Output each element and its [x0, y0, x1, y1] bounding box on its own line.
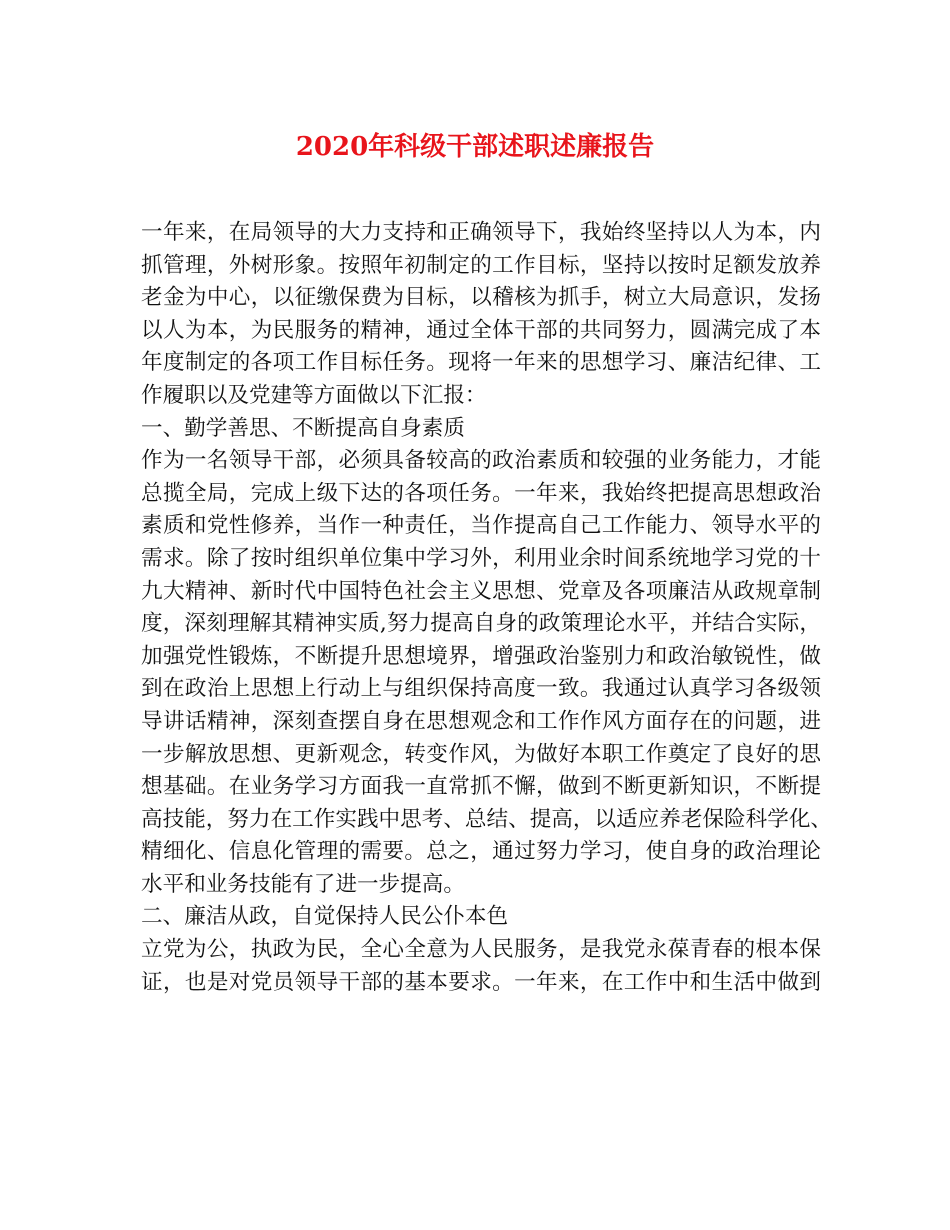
body-line: 以人为本，为民服务的精神，通过全体干部的共同努力，圆满完成了本	[141, 317, 821, 343]
body-line: 想基础。在业务学习方面我一直常抓不懈，做到不断更新知识，不断提	[141, 774, 821, 800]
body-line: 高技能，努力在工作实践中思考、总结、提高，以适应养老保险科学化、	[141, 806, 833, 832]
body-line: 一步解放思想、更新观念，转变作风，为做好本职工作奠定了良好的思	[141, 741, 821, 767]
section-heading: 一、勤学善思、不断提高自身素质	[141, 415, 465, 441]
document-title: 2020年科级干部述职述廉报告	[295, 132, 655, 162]
body-line: 素质和党性修养，当作一种责任，当作提高自己工作能力、领导水平的	[141, 513, 821, 539]
body-line: 证，也是对党员领导干部的基本要求。一年来，在工作中和生活中做到	[141, 969, 821, 995]
body-line: 九大精神、新时代中国特色社会主义思想、党章及各项廉洁从政规章制	[141, 578, 821, 604]
body-line: 年度制定的各项工作目标任务。现将一年来的思想学习、廉洁纪律、工	[141, 350, 821, 376]
body-line: 度，深刻理解其精神实质,努力提高自身的政策理论水平，并结合实际，	[141, 611, 821, 637]
body-line: 老金为中心，以征缴保费为目标，以稽核为抓手，树立大局意识，发扬	[141, 285, 821, 311]
body-line: 抓管理，外树形象。按照年初制定的工作目标，坚持以按时足额发放养	[141, 252, 821, 278]
body-line: 水平和业务技能有了进一步提高。	[141, 871, 465, 897]
body-line: 一年来，在局领导的大力支持和正确领导下，我始终坚持以人为本，内	[141, 220, 821, 245]
body-line: 总揽全局，完成上级下达的各项任务。一年来，我始终把提高思想政治	[141, 480, 821, 506]
body-line: 加强党性锻炼，不断提升思想境界，增强政治鉴别力和政治敏锐性，做	[141, 643, 821, 669]
body-line: 作为一名领导干部，必须具备较高的政治素质和较强的业务能力，才能	[141, 448, 821, 474]
body-line: 立党为公，执政为民，全心全意为人民服务，是我党永葆青春的根本保	[141, 937, 821, 963]
document-body	[141, 217, 833, 999]
section-heading: 二、廉洁从政，自觉保持人民公仆本色	[141, 904, 509, 930]
body-line: 需求。除了按时组织单位集中学习外，利用业余时间系统地学习党的十	[141, 545, 821, 571]
body-line: 导讲话精神，深刻查摆自身在思想观念和工作作风方面存在的问题，进	[141, 708, 821, 734]
body-line: 作履职以及党建等方面做以下汇报：	[141, 382, 487, 408]
body-line: 精细化、信息化管理的需要。总之，通过努力学习，使自身的政治理论	[141, 839, 821, 865]
body-line: 到在政治上思想上行动上与组织保持高度一致。我通过认真学习各级领	[141, 676, 821, 702]
